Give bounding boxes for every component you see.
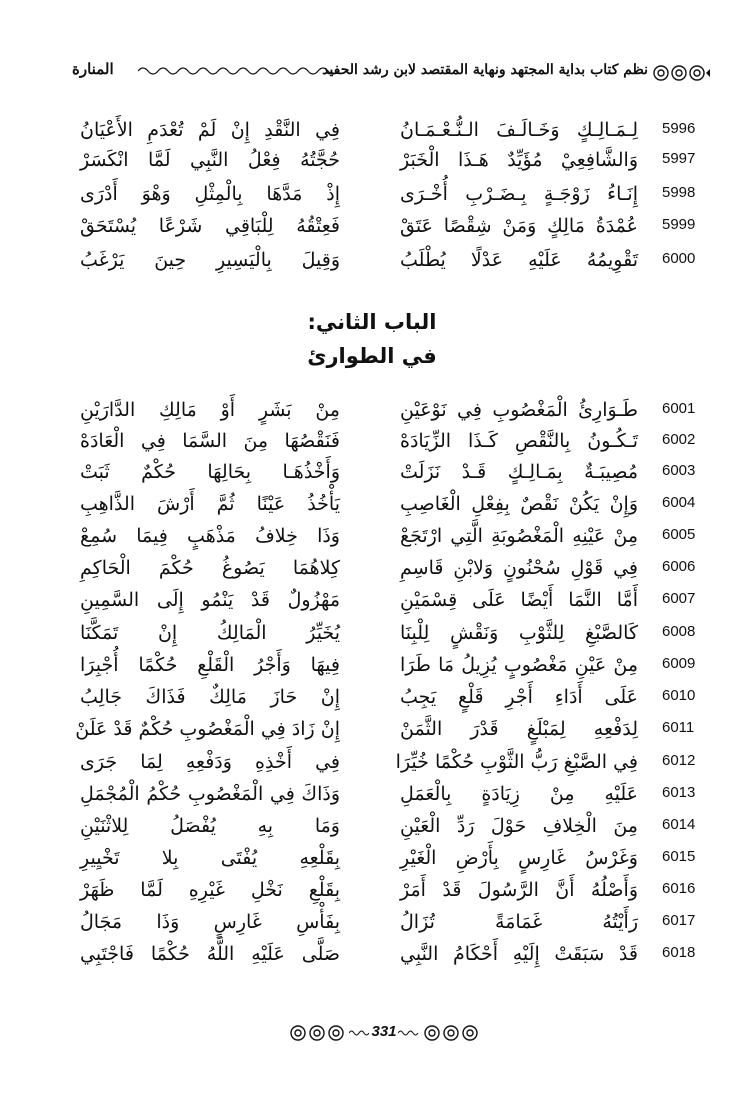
verse-number: 6000 <box>662 250 696 267</box>
chapter-title: الباب الثاني: <box>307 310 437 334</box>
verse-first-hemistich: إِنَـاءُ زَوْجَـةٍ بِـضَـرْبِ أُخْـرَى <box>400 183 638 205</box>
verse-number: 6017 <box>662 912 696 929</box>
verse-row <box>80 780 706 808</box>
verse-second-hemistich: يَأْخُذُ عَيْنًا ثُمَّ أَرْشَ الذَّاهِبِ <box>80 493 340 515</box>
verse-number: 6010 <box>662 687 696 704</box>
verse-first-hemistich: كَالصَّبْغِ لِلثَّوْبِ وَنَقْشٍ لِلْبِنَا <box>400 622 638 644</box>
verse-row <box>80 908 706 936</box>
verse-second-hemistich: فَنَقْصُهَا مِنَ السَّمَا فِي الْعَادَهْ <box>80 430 340 452</box>
verse-second-hemistich: إِنْ حَازَ مَالِكٌ فَذَاكَ جَالِبُ <box>80 686 340 708</box>
verse-second-hemistich: إِنْ زَادَ فِي الْمَغْصُوبِ حُكْمٌ قَدْ عَلَنْ <box>75 718 340 740</box>
verse-number: 6016 <box>662 880 696 897</box>
verse-row <box>80 146 706 174</box>
verse-row <box>80 748 706 776</box>
verse-first-hemistich: مِنَ الْخِلافِ حَوْلَ رَدِّ الْعَيْنِ <box>400 815 638 837</box>
wave-rule <box>138 64 338 78</box>
verse-first-hemistich: وَأَصْلُهُ أَنَّ الرَّسُولَ قَدْ أَمَرْ <box>400 879 638 901</box>
verse-row <box>80 619 706 647</box>
verse-number: 5998 <box>662 184 696 201</box>
verse-first-hemistich: رَأَيْتُهُ غَمَامَةً تُزَالُ <box>400 911 638 933</box>
verse-second-hemistich: إِذْ مَدَّهَا بِالْمِثْلِ وَهْوَ أَدْرَى <box>80 183 340 205</box>
verse-first-hemistich: فِي قَوْلِ سُحْنُونٍ وَلابْنِ قَاسِمِ <box>400 557 638 579</box>
verse-first-hemistich: وَإِنْ يَكُنْ نَقْصٌ بِفِعْلِ الْغَاصِبِ <box>400 493 638 515</box>
verse-first-hemistich: قَدْ سَبَقَتْ إِلَيْهِ أَحْكَامُ النَّبِي <box>400 943 638 965</box>
verse-number: 6015 <box>662 848 696 865</box>
running-header-name: المنارة <box>72 60 114 78</box>
verse-row <box>80 212 706 240</box>
verse-row <box>80 522 706 550</box>
page-footer <box>0 1022 744 1046</box>
verse-first-hemistich: مِنْ عَيْنِ مَغْصُوبٍ يُزِيلُ مَا طَرَا <box>400 654 638 676</box>
verse-second-hemistich: وَذَا خِلافُ مَذْهَبٍ فِيمَا سُمِعْ <box>80 525 340 547</box>
verse-first-hemistich: وَالشَّافِعِيْ مُؤَيِّدٌ هَـذَا الْخَبَرْ <box>400 149 638 171</box>
verse-first-hemistich: مُصِيبَـةٌ بِمَـالِـكٍ قَـدْ نَزَلَتْ <box>400 461 638 483</box>
verse-first-hemistich: تَـكُـونُ بِالنَّقْصِ كَـذَا الزِّيَادَهْ <box>400 430 638 452</box>
verse-number: 6008 <box>662 623 696 640</box>
verse-first-hemistich: أَمَّا النَّمَا أَيْضًا عَلَى قِسْمَيْنِ <box>400 589 638 611</box>
verse-row <box>80 246 706 274</box>
verse-first-hemistich: فِي الصَّبْغِ رَبُّ الثَّوْبِ حُكْمًا خُيِّرَا <box>395 751 638 773</box>
verse-number: 6012 <box>662 752 696 769</box>
verse-row <box>80 651 706 679</box>
verse-row <box>80 180 706 208</box>
verse-number: 5997 <box>662 150 696 167</box>
verse-first-hemistich: مِنْ عَيْنِهِ الْمَغْصُوبَةِ الَّتِي ارْتَجَعْ <box>400 525 638 547</box>
verse-row <box>80 427 706 455</box>
verse-second-hemistich: فِيهَا وَأَجْرُ الْقَلْعِ حُكْمًا أُجْبِرَا <box>80 654 340 676</box>
verse-number: 6004 <box>662 494 696 511</box>
verse-first-hemistich: لِـمَـالِـكٍ وَخَـالَـفَ الـنُّـعْـمَـانُ <box>400 119 638 141</box>
verse-number: 6014 <box>662 816 696 833</box>
verse-second-hemistich: مِنْ بَشَرٍ أَوْ مَالِكِ الدَّارَيْنِ <box>80 399 340 421</box>
rosette-ornament-icon <box>652 64 710 82</box>
verse-second-hemistich: وَأَخْذُهَـا بِحَالِهَا حُكْمٌ ثَبَتْ <box>80 461 340 483</box>
verse-second-hemistich: وَمَا بِهِ يُفْصَلُ لِلاثْنَيْنِ <box>80 815 340 837</box>
verse-number: 6009 <box>662 655 696 672</box>
running-book-title: نظم كتاب بداية المجتهد ونهاية المقتصد لابن رشد الحفيد <box>322 62 648 78</box>
verse-second-hemistich: صَلَّى عَلَيْهِ اللَّهُ حُكْمًا فَاجْتَبِي <box>80 943 340 965</box>
rosette-ornament-icon <box>288 1024 346 1042</box>
verse-number: 6018 <box>662 944 696 961</box>
rosette-ornament-icon <box>422 1024 480 1042</box>
verse-second-hemistich: بِقَلْعِ نَخْلِ غَيْرِهِ لَمَّا ظَهَرْ <box>80 879 340 901</box>
verse-number: 6013 <box>662 784 696 801</box>
verse-second-hemistich: بِقَلْعِهِ يُفْتَى بِلا تَخْيِيرِ <box>80 847 340 869</box>
verse-row <box>80 458 706 486</box>
verse-second-hemistich: وَقِيلَ بِالْيَسِيرِ حِينَ يَرْغَبُ <box>80 249 340 271</box>
verse-number: 6007 <box>662 590 696 607</box>
page-header <box>70 56 710 90</box>
verse-second-hemistich: بِفَأْسِ غَارِسٍ وَذَا مَجَالُ <box>80 911 340 933</box>
verse-second-hemistich: يُخَيِّرُ الْمَالِكُ إِنْ تَمَكَّنَا <box>80 622 340 644</box>
verse-row <box>80 812 706 840</box>
verse-second-hemistich: فِي أَخْذِهِ وَدَفْعِهِ لِمَا جَرَى <box>80 751 340 773</box>
verse-number: 6005 <box>662 526 696 543</box>
verse-number: 5999 <box>662 216 696 233</box>
page-number: 331 <box>371 1023 397 1040</box>
wave-rule <box>349 1028 369 1038</box>
verse-number: 6006 <box>662 558 696 575</box>
chapter-subtitle: في الطوارئ <box>307 344 437 368</box>
verse-first-hemistich: طَـوَارِئُ الْمَغْصُوبِ فِي نَوْعَيْنِ <box>400 399 638 421</box>
verse-row <box>75 715 706 743</box>
verse-first-hemistich: عَلَيْهِ مِنْ زِيَادَةٍ بِالْعَمَلِ <box>400 783 638 805</box>
verse-number: 6002 <box>662 431 696 448</box>
verse-first-hemistich: عُمْدَةُ مَالِكٍ وَمَنْ شِقْصًا عَتَقْ <box>400 215 638 237</box>
verse-first-hemistich: وَغَرْسُ غَارِسٍ بِأَرْضِ الْغَيْرِ <box>400 847 638 869</box>
verse-second-hemistich: فِي النَّقْدِ إِنْ لَمْ تُعْدَمِ الأَعْيَانُ <box>80 119 340 141</box>
verse-first-hemistich: تَقْوِيمُهُ عَلَيْهِ عَدْلًا يُطْلَبُ <box>400 249 638 271</box>
verse-number: 5996 <box>662 120 696 137</box>
verse-number: 6011 <box>662 719 695 736</box>
verse-first-hemistich: عَلَى أَدَاءِ أَجْرِ قَلْعٍ يَجِبُ <box>400 686 638 708</box>
verse-second-hemistich: مَهْزُولٌ قَدْ يَنْمُو إِلَى السَّمِينِ <box>80 589 340 611</box>
verse-second-hemistich: كِلاهُمَا يَصُوغُ حُكْمَ الْحَاكِمِ <box>80 557 340 579</box>
wave-rule <box>398 1028 420 1038</box>
verse-row <box>80 396 706 424</box>
verse-row <box>80 683 706 711</box>
verse-number: 6001 <box>662 400 696 417</box>
verse-second-hemistich: فَعِتْقُهُ لِلْبَاقِي شَرْعًا يُسْتَحَقْ <box>80 215 340 237</box>
verse-row <box>80 876 706 904</box>
verse-row <box>80 554 706 582</box>
verse-row <box>80 844 706 872</box>
verse-row <box>80 490 706 518</box>
verse-number: 6003 <box>662 462 696 479</box>
verse-row <box>80 586 706 614</box>
verse-first-hemistich: لِدَفْعِهِ لِمَبْلَغٍ قَدْرَ الثَّمَنْ <box>400 718 638 740</box>
verse-second-hemistich: وَذَاكَ فِي الْمَغْصُوبِ حُكْمُ الْمُجْمَلِ <box>80 783 340 805</box>
verse-second-hemistich: حُجَّتُهُ فِعْلُ النَّبِي لَمَّا انْكَسَرْ <box>80 149 340 171</box>
verse-row <box>80 940 706 968</box>
verse-row <box>80 116 706 144</box>
